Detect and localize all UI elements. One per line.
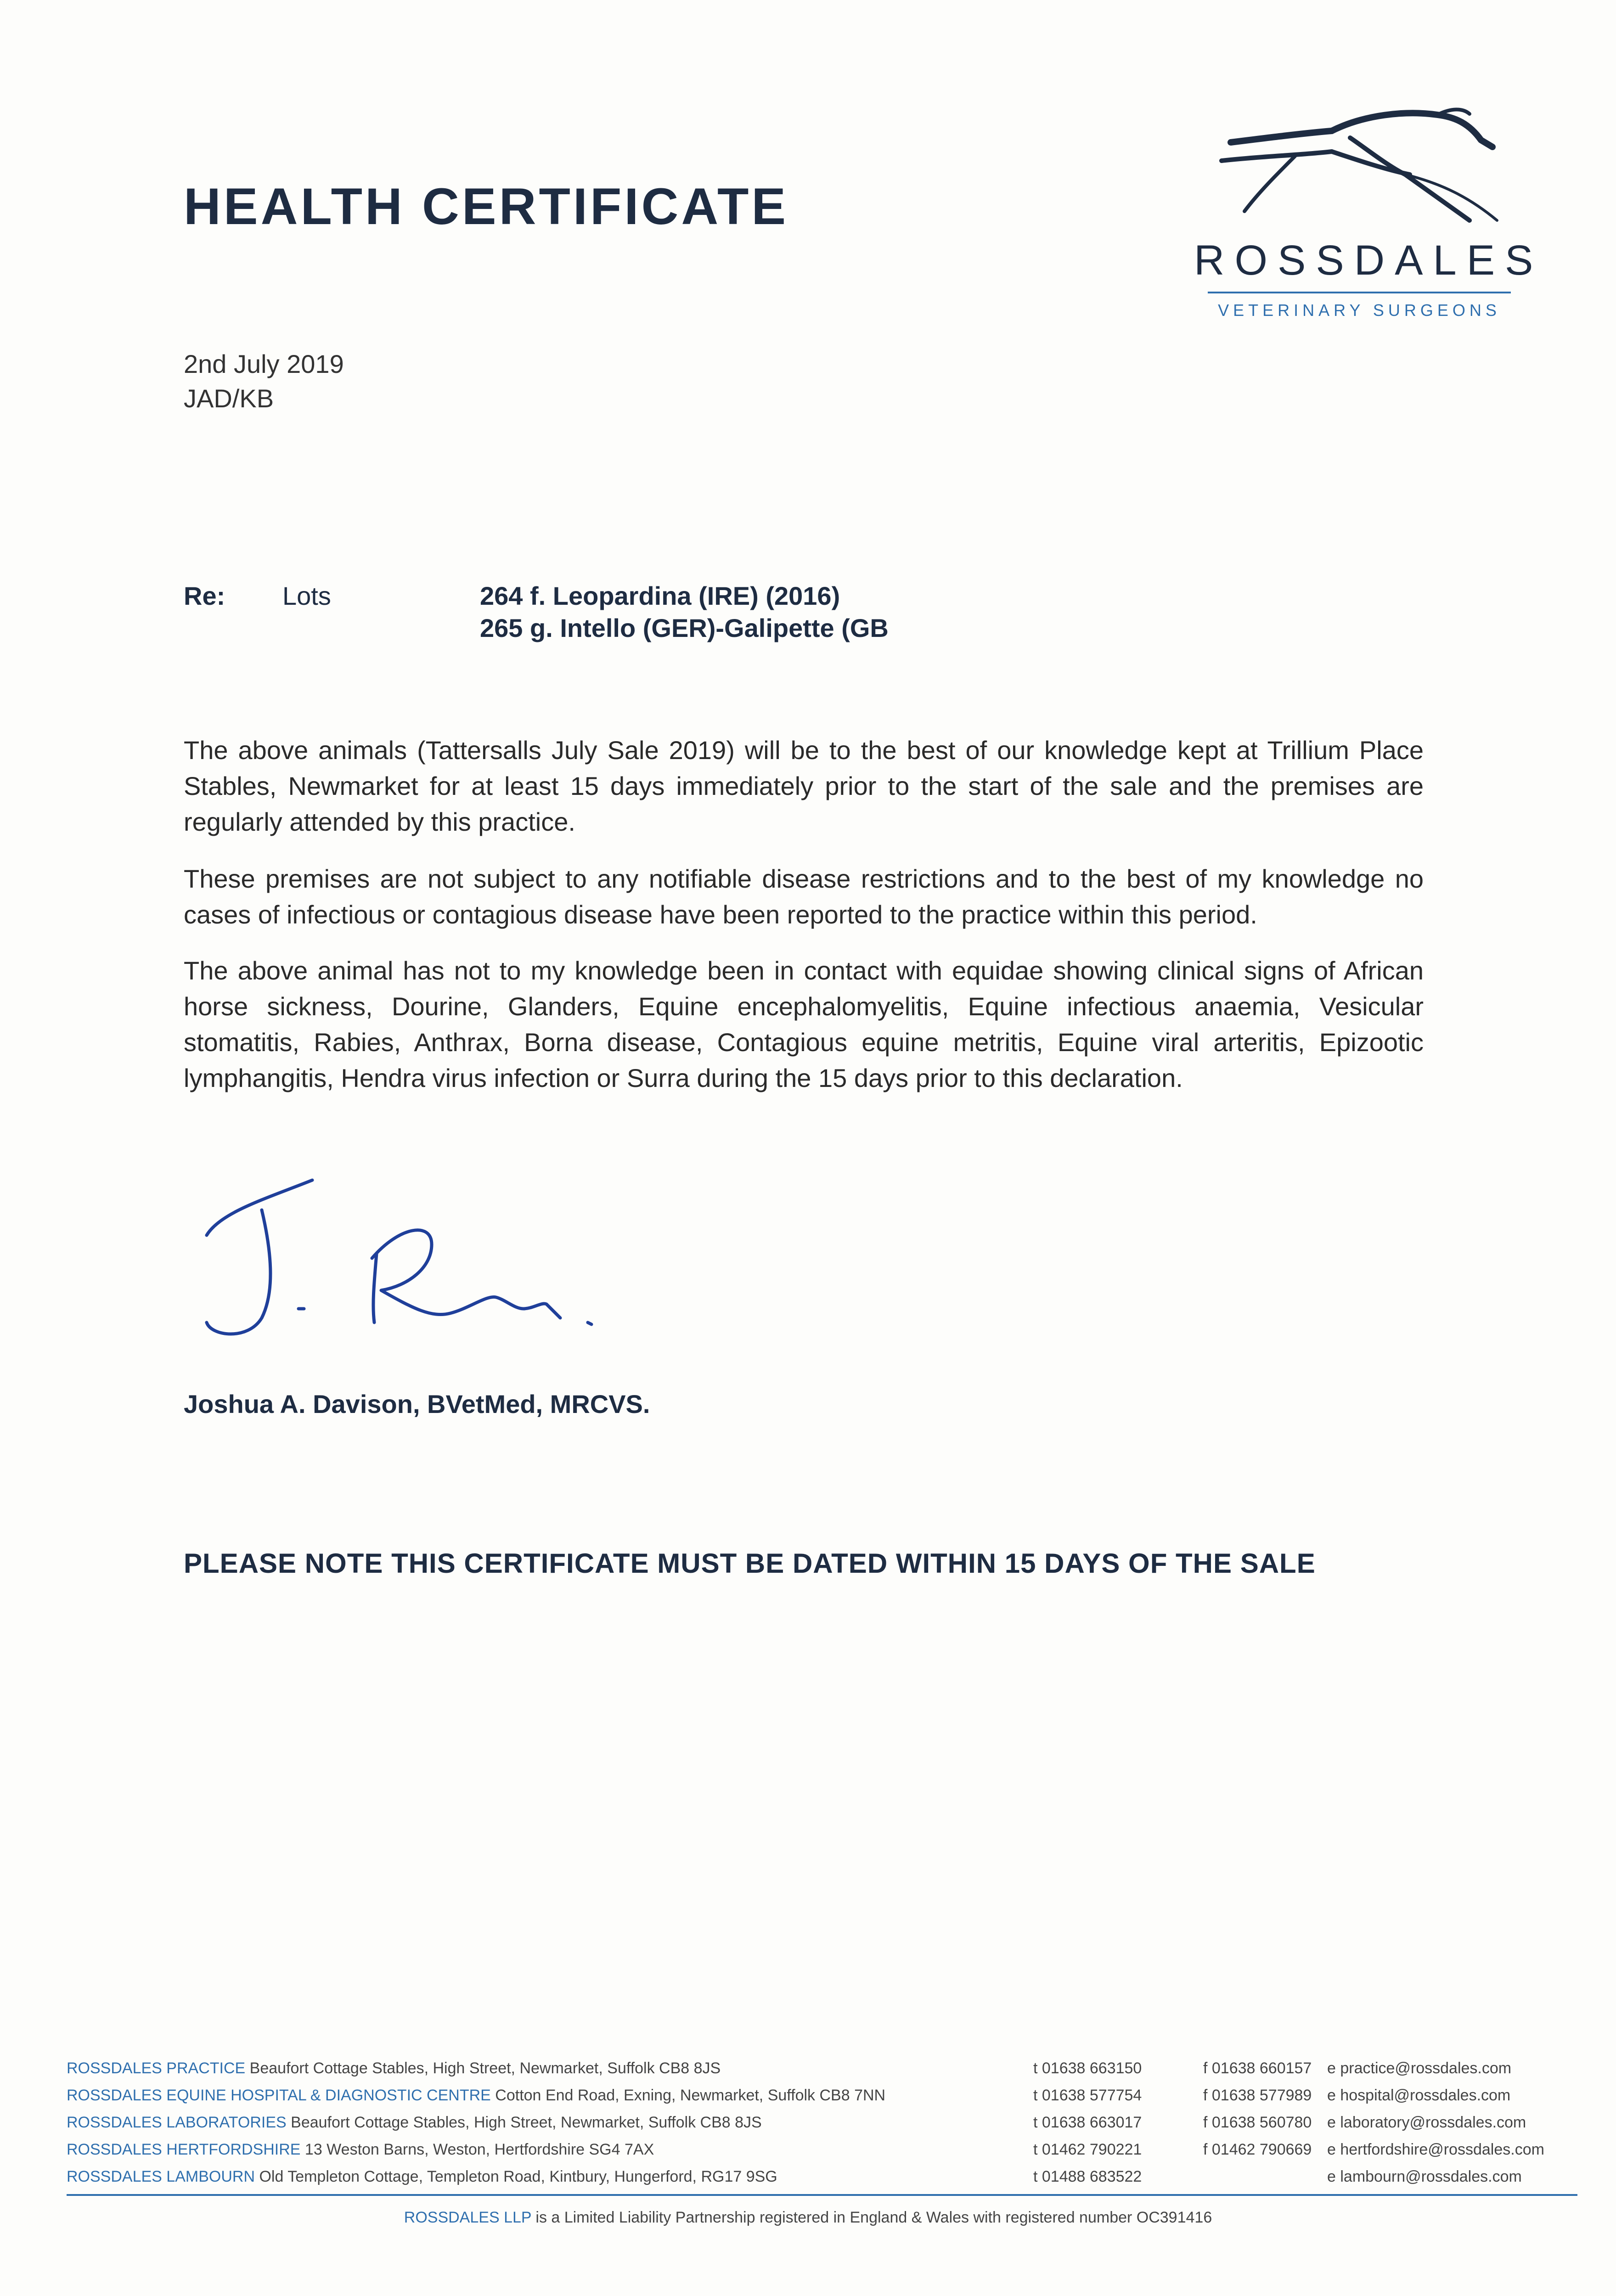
footer-branch-address: Beaufort Cottage Stables, High Street, Newmarket, Suffolk CB8 8JS — [291, 2114, 762, 2131]
footer-email: e practice@rossdales.com — [1327, 2060, 1512, 2077]
footer-address — [67, 2060, 721, 2077]
body-paragraph: These premises are not subject to any notifiable disease restrictions and to the best of my knowledge no cases of infectious or contagious disease have been reported to the practice within this period. — [184, 864, 1424, 929]
footer-branch-address: Old Templeton Cottage, Templeton Road, Kintbury, Hungerford, RG17 9SG — [259, 2168, 777, 2185]
lots-label: Lots — [282, 581, 331, 610]
footer-fax: f 01638 577989 — [1203, 2087, 1312, 2104]
footer-address — [67, 2168, 777, 2186]
footer-branch-address: 13 Weston Barns, Weston, Hertfordshire SG4 7AX — [304, 2141, 654, 2158]
footer-fax: f 01462 790669 — [1203, 2141, 1312, 2158]
letter-date: 2nd July 2019 — [184, 349, 344, 378]
footer-fax: f 01638 660157 — [1203, 2060, 1312, 2077]
legal-text: is a Limited Liability Partnership registered in England & Wales with registered number OC391416 — [535, 2209, 1212, 2226]
legal-company-name: ROSSDALES LLP — [404, 2209, 531, 2226]
lot-item: 265 g. Intello (GER)-Galipette (GB — [480, 613, 889, 642]
lot-item: 264 f. Leopardina (IRE) (2016) — [480, 581, 840, 610]
footer-phone: t 01488 683522 — [1033, 2168, 1142, 2185]
footer-phone: t 01638 577754 — [1033, 2087, 1142, 2104]
document-title: HEALTH CERTIFICATE — [184, 178, 789, 235]
footer-branch-name: ROSSDALES PRACTICE — [67, 2060, 246, 2077]
footer-phone: t 01638 663017 — [1033, 2114, 1142, 2131]
handwritten-signature — [193, 1171, 670, 1364]
footer-email: e lambourn@rossdales.com — [1327, 2168, 1522, 2185]
footer-phone: t 01638 663150 — [1033, 2060, 1142, 2077]
rossdales-logo — [1194, 106, 1543, 335]
footer-address — [67, 2141, 654, 2159]
logo-divider — [1208, 292, 1511, 293]
galloping-horse-icon — [1212, 106, 1506, 234]
signer-name: Joshua A. Davison, BVetMed, MRCVS. — [184, 1390, 650, 1418]
logo-wordmark: ROSSDALES — [1194, 237, 1543, 284]
footer-address — [67, 2087, 885, 2105]
footer-phone: t 01462 790221 — [1033, 2141, 1142, 2158]
footer-email: e hospital@rossdales.com — [1327, 2087, 1511, 2104]
footer-fax: f 01638 560780 — [1203, 2114, 1312, 2131]
body-paragraph: The above animal has not to my knowledge been in contact with equidae showing clinical signs of African horse sickness, Dourine, Glanders, Equine encephalomyelitis, Equine infectious anaemia, Vesicular stomatitis, Rabies, Anthrax, Borna disease, Contagious equine metritis, Equine viral arteritis, Epizootic lymphangitis, Hendra virus infection or Surra during the 15 days prior to this declaration. — [184, 956, 1424, 1092]
footer-branch-name: ROSSDALES HERTFORDSHIRE — [67, 2141, 301, 2158]
footer-branch-name: ROSSDALES LAMBOURN — [67, 2168, 255, 2185]
re-label: Re: — [184, 581, 225, 610]
footer-email: e hertfordshire@rossdales.com — [1327, 2141, 1544, 2158]
footer-branch-address: Beaufort Cottage Stables, High Street, Newmarket, Suffolk CB8 8JS — [249, 2060, 721, 2077]
footer-branch-name: ROSSDALES LABORATORIES — [67, 2114, 287, 2131]
footer-branch-name: ROSSDALES EQUINE HOSPITAL & DIAGNOSTIC CENTRE — [67, 2087, 491, 2104]
date-notice: PLEASE NOTE THIS CERTIFICATE MUST BE DATED WITHIN 15 DAYS OF THE SALE — [184, 1548, 1316, 1579]
footer-divider — [67, 2194, 1577, 2196]
body-paragraph: The above animals (Tattersalls July Sale 2019) will be to the best of our knowledge kept at Trillium Place Stables, Newmarket for at least 15 days immediately prior to the start of the sale and the premises are regularly attended by this practice. — [184, 736, 1424, 836]
legal-notice — [0, 2209, 1616, 2227]
footer-email: e laboratory@rossdales.com — [1327, 2114, 1526, 2131]
logo-subtitle: VETERINARY SURGEONS — [1218, 301, 1501, 320]
letter-reference: JAD/KB — [184, 384, 274, 413]
footer-branch-address: Cotton End Road, Exning, Newmarket, Suffolk CB8 7NN — [495, 2087, 886, 2104]
footer-address — [67, 2114, 762, 2132]
